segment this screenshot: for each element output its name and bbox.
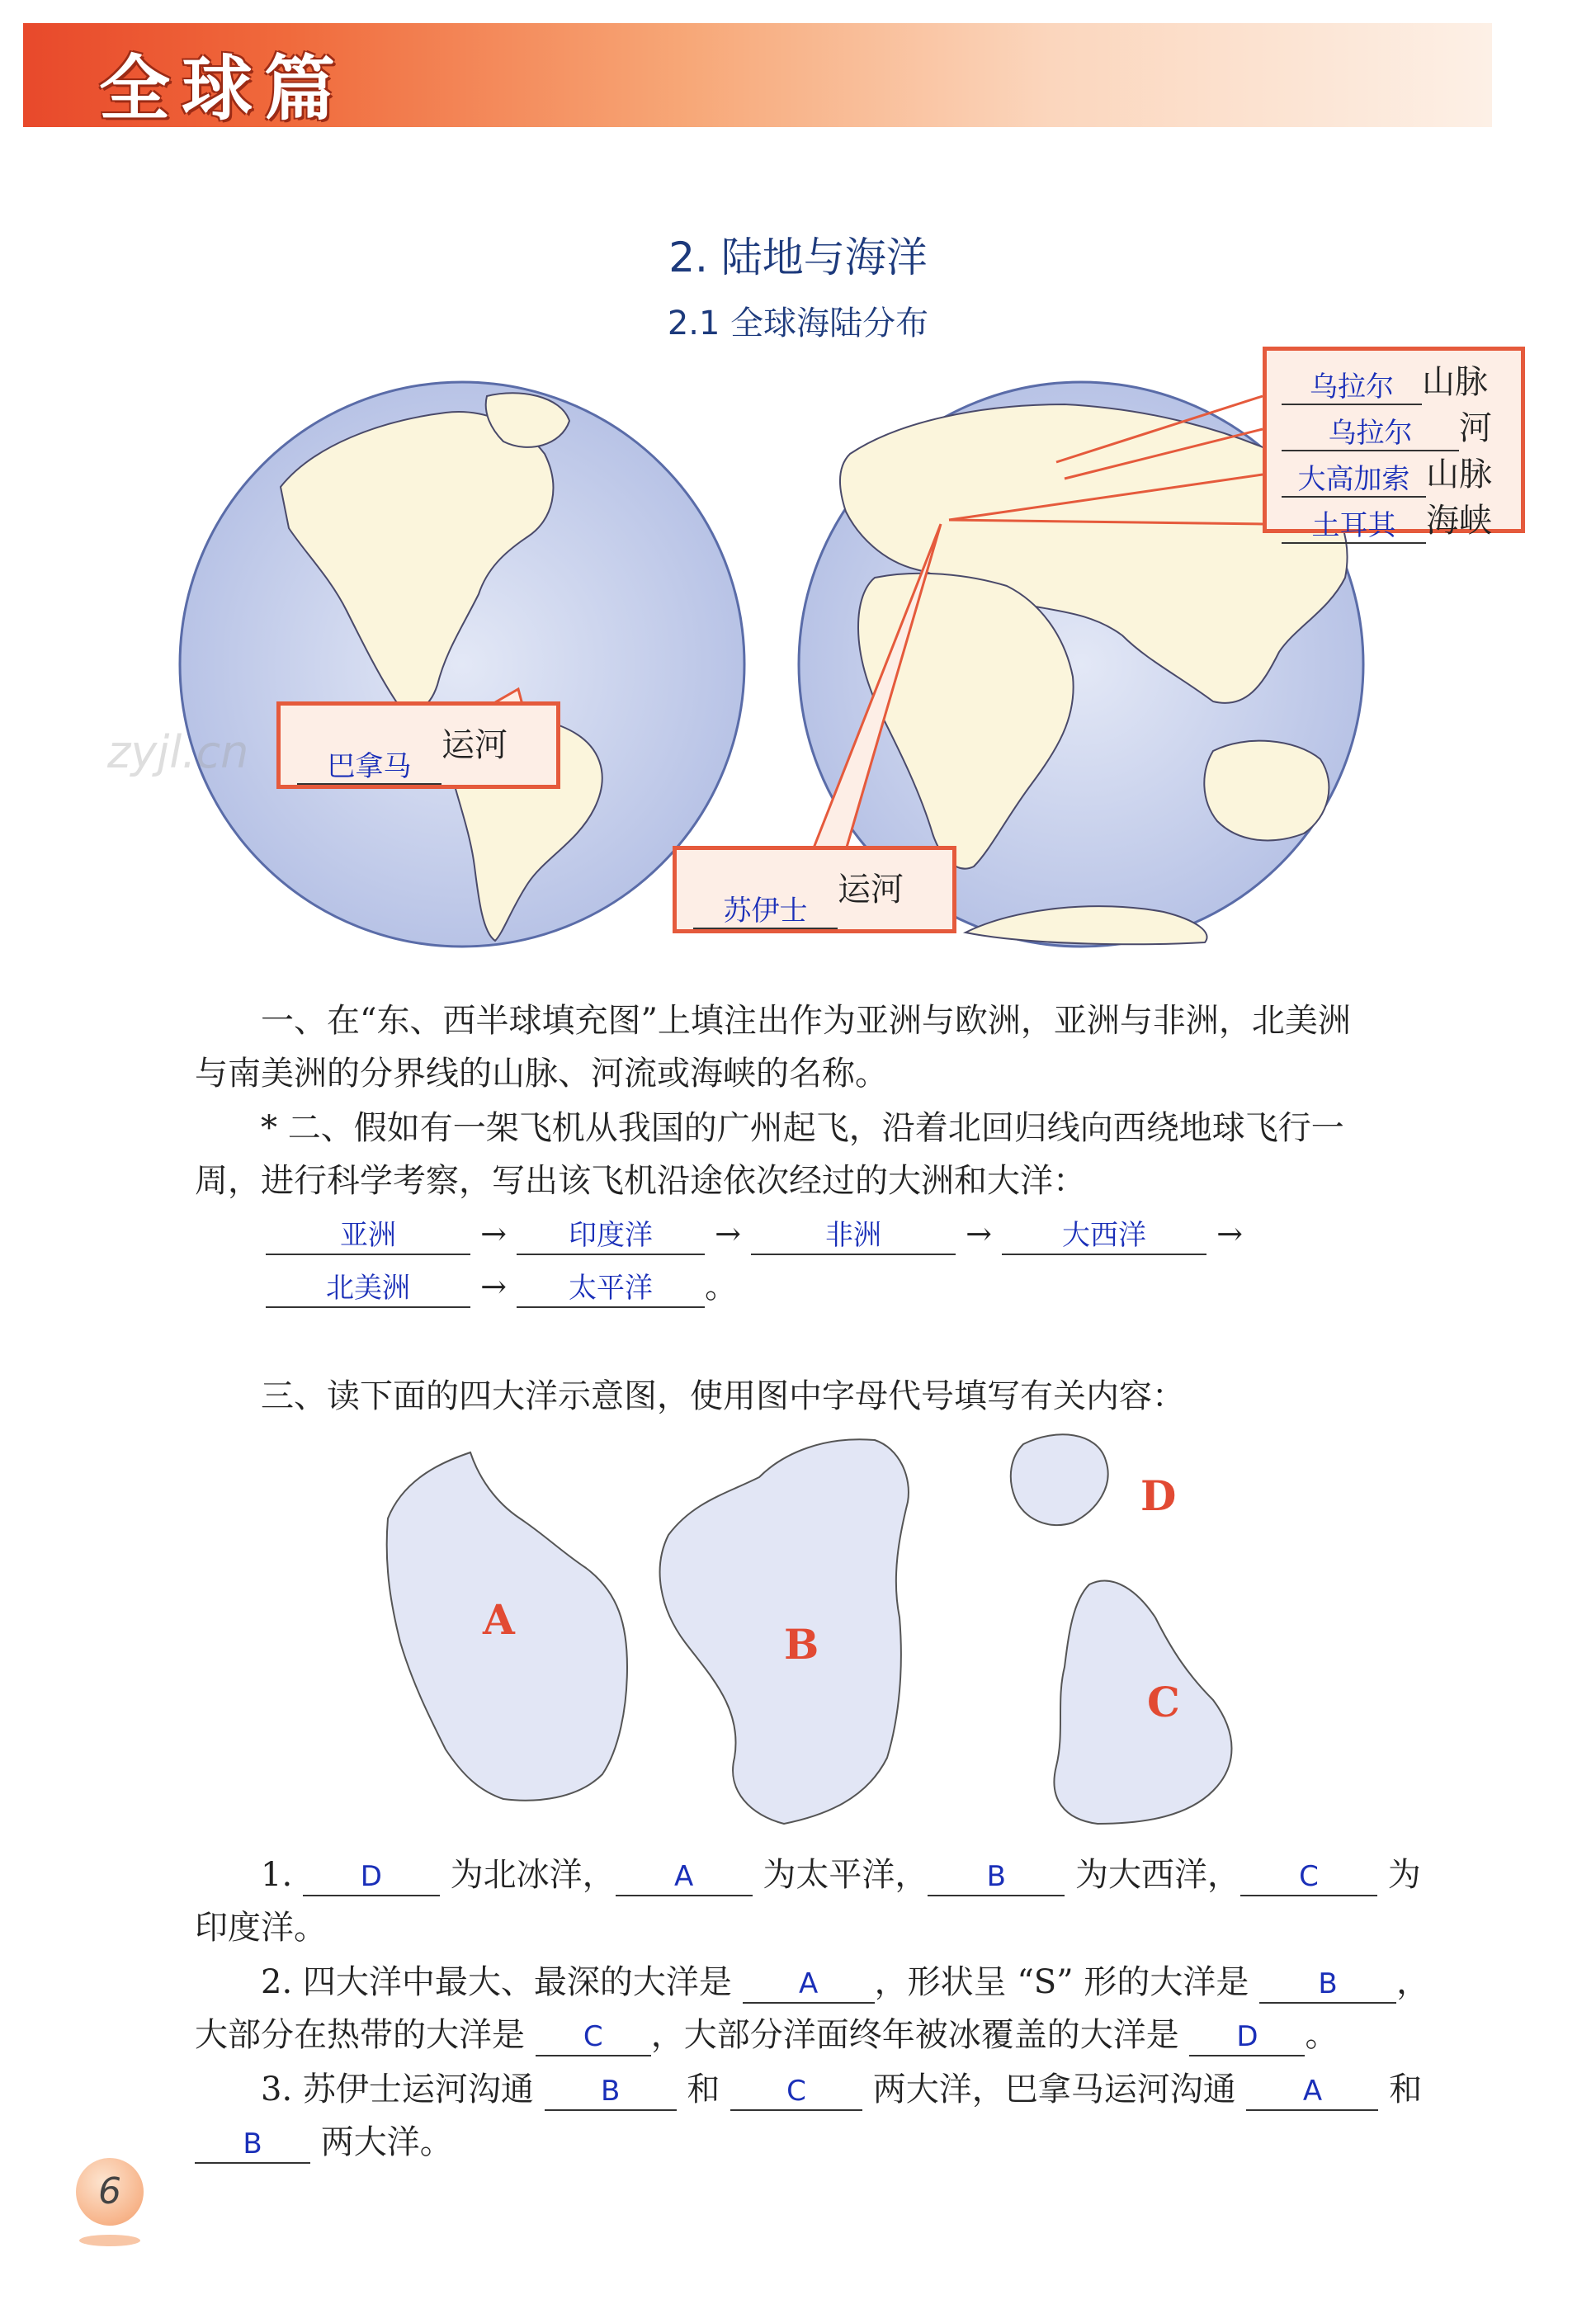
page-number: 6 <box>76 2158 144 2226</box>
q3-s3-answer-2: C <box>730 2073 862 2111</box>
q3-s3-text-3: 两大洋，巴拿马运河沟通 <box>872 2071 1236 2108</box>
q3-s2-answer-1: A <box>743 1966 875 2004</box>
arrow-icon: → <box>480 1268 507 1305</box>
hemisphere-map <box>173 363 1492 966</box>
q3-s1-text-5: 印度洋。 <box>195 1909 327 1947</box>
q1-line2: 与南美洲的分界线的山脉、河流或海峡的名称。 <box>195 1055 888 1093</box>
ural-mountains-line <box>1282 359 1506 405</box>
q3-sub-2-line2 <box>195 2009 1499 2061</box>
ural-river-line <box>1282 405 1506 451</box>
panama-callout <box>276 701 560 789</box>
indian-ocean-shape <box>1054 1581 1231 1824</box>
q3-s3-answer-3: A <box>1246 2073 1378 2111</box>
ural-river-suffix: 河 <box>1459 409 1492 447</box>
q3-s2-answer-3: C <box>536 2019 651 2056</box>
ural-mountains-suffix: 山脉 <box>1422 363 1488 401</box>
section-title: 2. 陆地与海洋 <box>668 234 928 281</box>
suez-suffix: 运河 <box>838 871 904 909</box>
suez-callout <box>673 846 956 933</box>
q3-sub-2 <box>195 1956 1499 2061</box>
australia-land <box>1204 741 1329 841</box>
ural-callout <box>1263 347 1525 542</box>
arrow-icon: → <box>480 1216 507 1252</box>
q3-sub-3 <box>195 2063 1499 2169</box>
ocean-label-b: B <box>784 1620 819 1669</box>
q3-s1-text-3: 为大西洋， <box>1075 1856 1241 1894</box>
q3-s3-answer-1: B <box>545 2073 677 2111</box>
q3-s3-text-1: 3. 苏伊士运河沟通 <box>261 2071 534 2108</box>
question-1 <box>195 994 1482 1100</box>
panama-answer: 巴拿马 <box>297 751 441 785</box>
q2-answers-row1 <box>195 1207 1482 1260</box>
q3-s1-answer-4: C <box>1240 1858 1377 1896</box>
question-3-intro <box>261 1370 1482 1423</box>
q3-s2-answer-2: B <box>1259 1966 1396 2004</box>
q3-sub-3-line2 <box>195 2116 1499 2169</box>
q3-s3-text-4: 和 <box>1389 2071 1423 2108</box>
watermark: zyjl.cn <box>107 726 249 778</box>
q2-end-mark: 。 <box>705 1268 738 1306</box>
q3-s1-answer-2: A <box>616 1858 753 1896</box>
caucasus-line <box>1282 451 1506 498</box>
q3-sub-3-line1 <box>195 2063 1499 2116</box>
subsection-title: 2.1 全球海陆分布 <box>667 305 929 342</box>
q3-s3-text-5: 两大洋。 <box>320 2123 453 2161</box>
ocean-label-c: C <box>1147 1678 1180 1726</box>
q3-intro-text: 三、读下面的四大洋示意图，使用图中字母代号填写有关内容： <box>261 1377 1185 1415</box>
q2-answer-2: 印度洋 <box>517 1217 705 1255</box>
ocean-label-d: D <box>1140 1471 1177 1520</box>
oceans-diagram <box>355 1428 1296 1832</box>
q3-s1-text-4: 为 <box>1387 1856 1421 1894</box>
q1-line1: 一、在“东、西半球填充图”上填注出作为亚洲与欧洲，亚洲与非洲，北美洲 <box>261 1002 1351 1040</box>
arctic-ocean-shape <box>1011 1434 1108 1525</box>
header-banner <box>23 23 1492 130</box>
turkish-strait-answer: 土耳其 <box>1282 510 1426 544</box>
q3-s2-text-6: 。 <box>1305 2016 1339 2054</box>
q2-line1: * 二、假如有一架飞机从我国的广州起飞，沿着北回归线向西绕地球飞行一 <box>261 1109 1344 1147</box>
q3-s3-answer-4: B <box>195 2126 310 2164</box>
q2-line2: 周，进行科学考察，写出该飞机沿途依次经过的大洲和大洋： <box>195 1162 1086 1200</box>
ural-mountains-answer: 乌拉尔 <box>1282 371 1422 405</box>
q2-answer-1: 亚洲 <box>266 1217 470 1255</box>
turkish-strait-suffix: 海峡 <box>1426 502 1492 540</box>
page-number-shadow <box>79 2235 140 2246</box>
q3-s2-answer-4: D <box>1189 2019 1305 2056</box>
caucasus-suffix: 山脉 <box>1426 456 1492 493</box>
caucasus-answer: 大高加索 <box>1282 464 1426 498</box>
q3-sub-2-line1 <box>195 1956 1499 2009</box>
q3-s2-text-4: 大部分在热带的大洋是 <box>195 2016 525 2054</box>
q3-s1-answer-3: B <box>928 1858 1065 1896</box>
suez-answer: 苏伊士 <box>693 895 838 929</box>
arrow-icon: → <box>715 1216 741 1252</box>
q3-s1-text-1: 为北冰洋， <box>450 1856 616 1894</box>
q3-s2-text-3: ， <box>1396 1963 1430 2001</box>
q3-s2-text-1: 2. 四大洋中最大、最深的大洋是 <box>261 1963 732 2001</box>
ocean-label-a: A <box>483 1595 515 1644</box>
q3-sub-1-line1 <box>195 1849 1499 1901</box>
q3-s3-text-2: 和 <box>687 2071 720 2108</box>
banner-title: 全球篇 <box>99 48 347 130</box>
q2-answer-3: 非洲 <box>751 1217 956 1255</box>
q3-s2-text-5: ，大部分洋面终年被冰覆盖的大洋是 <box>650 2016 1179 2054</box>
arrow-icon: → <box>1216 1216 1243 1252</box>
q3-sub-1 <box>195 1849 1499 1954</box>
q2-answers-row2 <box>195 1260 1482 1313</box>
q3-s1-text-2: 为太平洋， <box>763 1856 928 1894</box>
ural-river-answer: 乌拉尔 <box>1282 418 1459 451</box>
arrow-icon: → <box>966 1216 992 1252</box>
q2-answer-6: 太平洋 <box>517 1270 705 1308</box>
turkish-strait-line <box>1282 498 1506 544</box>
question-2 <box>195 1102 1482 1313</box>
q2-answer-5: 北美洲 <box>266 1270 470 1308</box>
q2-answer-4: 大西洋 <box>1002 1217 1206 1255</box>
panama-suffix: 运河 <box>441 726 508 764</box>
q3-sub-1-num: 1. <box>261 1856 293 1894</box>
q3-s2-text-2: ，形状呈 “S” 形的大洋是 <box>874 1963 1249 2001</box>
oceans-diagram-svg <box>355 1428 1296 1832</box>
q3-s1-answer-1: D <box>303 1858 440 1896</box>
